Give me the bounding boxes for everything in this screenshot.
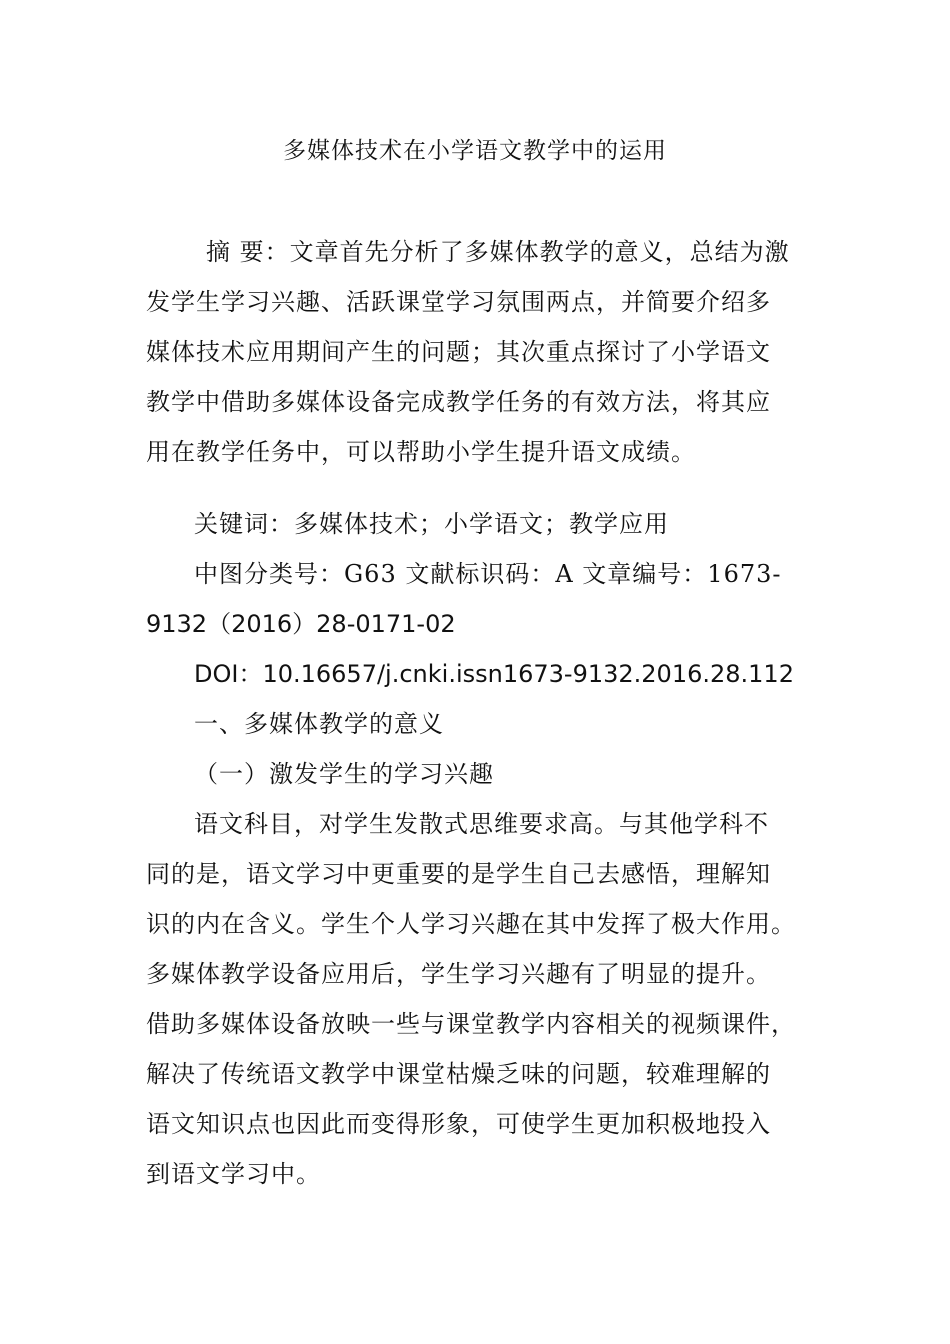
abstract-line-1: 摘 要：文章首先分析了多媒体教学的意义，总结为激 — [206, 238, 790, 266]
abstract-line-3: 媒体技术应用期间产生的问题；其次重点探讨了小学语文 — [146, 338, 771, 366]
body-line-7: 语文知识点也因此而变得形象，可使学生更加积极地投入 — [146, 1110, 771, 1138]
body-line-8: 到语文学习中。 — [146, 1160, 321, 1188]
abstract-line-2: 发学生学习兴趣、活跃课堂学习氛围两点，并简要介绍多 — [146, 288, 771, 316]
classification-line-1: 中图分类号：G63 文献标识码：A 文章编号：1673- — [194, 560, 782, 588]
body-line-5: 借助多媒体设备放映一些与课堂教学内容相关的视频课件， — [146, 1010, 796, 1038]
body-line-1: 语文科目，对学生发散式思维要求高。与其他学科不 — [194, 810, 769, 838]
keywords-line: 关键词：多媒体技术；小学语文；教学应用 — [194, 510, 669, 538]
abstract-line-5: 用在教学任务中，可以帮助小学生提升语文成绩。 — [146, 438, 696, 466]
body-line-6: 解决了传统语文教学中课堂枯燥乏味的问题，较难理解的 — [146, 1060, 771, 1088]
abstract-line-4: 教学中借助多媒体设备完成教学任务的有效方法，将其应 — [146, 388, 771, 416]
body-line-3: 识的内在含义。学生个人学习兴趣在其中发挥了极大作用。 — [146, 910, 796, 938]
section-heading: 一、多媒体教学的意义 — [194, 710, 444, 738]
document-title: 多媒体技术在小学语文教学中的运用 — [283, 138, 667, 164]
classification-line-2: 9132（2016）28-0171-02 — [146, 610, 456, 638]
doi-line: DOI：10.16657/j.cnki.issn1673-9132.2016.28.112 — [194, 660, 794, 688]
subsection-heading: （一）激发学生的学习兴趣 — [194, 760, 494, 788]
body-line-2: 同的是，语文学习中更重要的是学生自己去感悟，理解知 — [146, 860, 771, 888]
body-line-4: 多媒体教学设备应用后，学生学习兴趣有了明显的提升。 — [146, 960, 771, 988]
